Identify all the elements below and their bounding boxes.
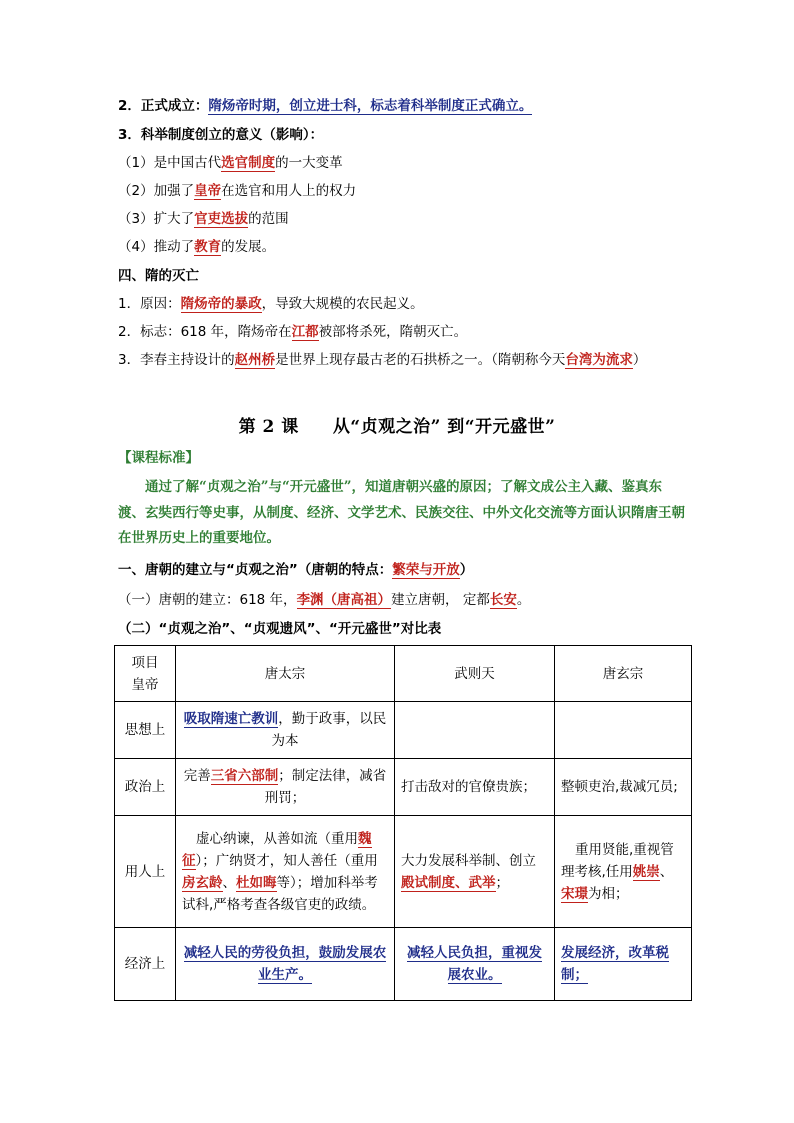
table-corner-cell: 项目 皇帝 xyxy=(115,646,176,702)
column-header: 唐太宗 xyxy=(176,646,395,702)
item-label: 正式成立： xyxy=(140,98,209,114)
column-header: 武则天 xyxy=(395,646,555,702)
row-header: 政治上 xyxy=(115,759,176,816)
highlight-red: 宋璟 xyxy=(561,885,588,902)
table-header-row xyxy=(115,646,692,702)
highlight-red: 赵州桥 xyxy=(234,352,276,368)
highlight-red: 选官制度 xyxy=(221,155,276,171)
table-row xyxy=(115,928,692,1001)
significance-item-4: （4）推动了教育的发展。 xyxy=(118,239,276,255)
section-heading-tang: 一、唐朝的建立与“贞观之治”（唐朝的特点：繁荣与开放） xyxy=(118,562,474,578)
comparison-table-caption: （二）“贞观之治”、“贞观遗风”、“开元盛世”对比表 xyxy=(118,621,442,637)
table-cell: 吸取隋速亡教训，勤于政事，以民为本 xyxy=(176,702,395,759)
row-header: 经济上 xyxy=(115,928,176,1001)
significance-item-1: （1）是中国古代选官制度的一大变革 xyxy=(118,155,343,171)
table-row xyxy=(115,702,692,759)
highlight-blue: 发展经济，改革税制； xyxy=(561,945,669,983)
comparison-table xyxy=(114,645,692,1001)
highlight-red: 房玄龄 xyxy=(182,874,223,891)
highlight-red: 繁荣与开放 xyxy=(392,562,460,578)
table-cell xyxy=(555,702,692,759)
table-cell xyxy=(395,702,555,759)
fall-sign-line: 2．标志：618 年，隋炀帝在江都被部将杀死，隋朝灭亡。 xyxy=(118,324,468,340)
significance-heading: 3．科举制度创立的意义（影响）： xyxy=(118,127,324,143)
section-heading-sui-fall: 四、隋的灭亡 xyxy=(118,268,199,284)
highlight-red: 教育 xyxy=(194,239,222,255)
highlight-blue: 减轻人民的劳役负担，鼓励发展农业生产。 xyxy=(183,945,387,983)
table-cell xyxy=(395,928,555,1001)
table-cell xyxy=(176,928,395,1001)
highlight-red: 江都 xyxy=(291,324,319,340)
highlight-red: 魏征 xyxy=(182,830,372,869)
table-cell: 重用贤能,重视管理考核,任用姚崇、宋璟为相； xyxy=(555,816,692,928)
row-header: 思想上 xyxy=(115,702,176,759)
highlight-red: 官吏选拔 xyxy=(194,211,249,227)
table-row xyxy=(115,759,692,816)
highlight-red: 皇帝 xyxy=(194,183,222,199)
table-cell: 整顿吏治,裁减冗员; xyxy=(555,759,692,816)
item-number: 2． xyxy=(118,98,141,114)
significance-item-3: （3）扩大了官吏选拔的范围 xyxy=(118,211,289,227)
formal-establishment-line xyxy=(118,96,532,116)
highlight-red: 台湾为流求 xyxy=(565,352,633,368)
fall-cause-line: 1．原因：隋炀帝的暴政，导致大规模的农民起义。 xyxy=(118,296,424,312)
highlight-red: 李渊（唐高祖） xyxy=(296,592,392,608)
highlight-red: 三省六部制 xyxy=(210,768,279,784)
highlight-blue: 隋炀帝时期，创立进士科，标志着科举制度正式确立。 xyxy=(208,98,533,114)
lesson-title: 第 2 课 从“贞观之治” 到“开元盛世” xyxy=(238,417,556,437)
zhaozhou-bridge-line: 3．李春主持设计的赵州桥是世界上现存最古老的石拱桥之一。（隋朝称今天台湾为流求） xyxy=(118,352,647,368)
highlight-blue: 减轻人民负担，重视发展农业。 xyxy=(407,945,542,983)
highlight-blue: 吸取隋速亡教训 xyxy=(183,711,279,727)
significance-item-2: （2）加强了皇帝在选官和用人上的权力 xyxy=(118,183,357,199)
curriculum-standard-text: 通过了解“贞观之治”与“开元盛世”，知道唐朝兴盛的原因；了解文成公主入藏、鉴真东渡、玄奘西行等史事，从制度、经济、文学艺术、民族交往、中外文化交流等方面认识隋唐王朝在世界历史上的重要地位。 xyxy=(118,479,685,546)
table-cell: 虚心纳谏，从善如流（重用魏征）；广纳贤才，知人善任（重用房玄龄、杜如晦等）；增加科举考试科,严格考查各级官吏的政绩。 xyxy=(176,816,395,928)
highlight-red: 杜如晦 xyxy=(236,874,277,891)
column-header: 唐玄宗 xyxy=(555,646,692,702)
table-cell: 完善三省六部制；制定法律，减省刑罚； xyxy=(176,759,395,816)
table-cell xyxy=(555,928,692,1001)
highlight-red: 姚崇 xyxy=(632,863,660,880)
row-header: 用人上 xyxy=(115,816,176,928)
highlight-red: 长安 xyxy=(489,592,517,608)
highlight-red: 隋炀帝的暴政 xyxy=(180,296,262,312)
curriculum-standard-label: 【课程标准】 xyxy=(118,450,199,466)
table-cell: 大力发展科举制、创立殿试制度、武举； xyxy=(395,816,555,928)
tang-founding-line: （一）唐朝的建立：618 年，李渊（唐高祖）建立唐朝， 定都长安。 xyxy=(118,592,531,608)
table-row xyxy=(115,816,692,928)
table-cell: 打击敌对的官僚贵族； xyxy=(395,759,555,816)
highlight-red: 殿试制度、武举 xyxy=(401,874,496,891)
